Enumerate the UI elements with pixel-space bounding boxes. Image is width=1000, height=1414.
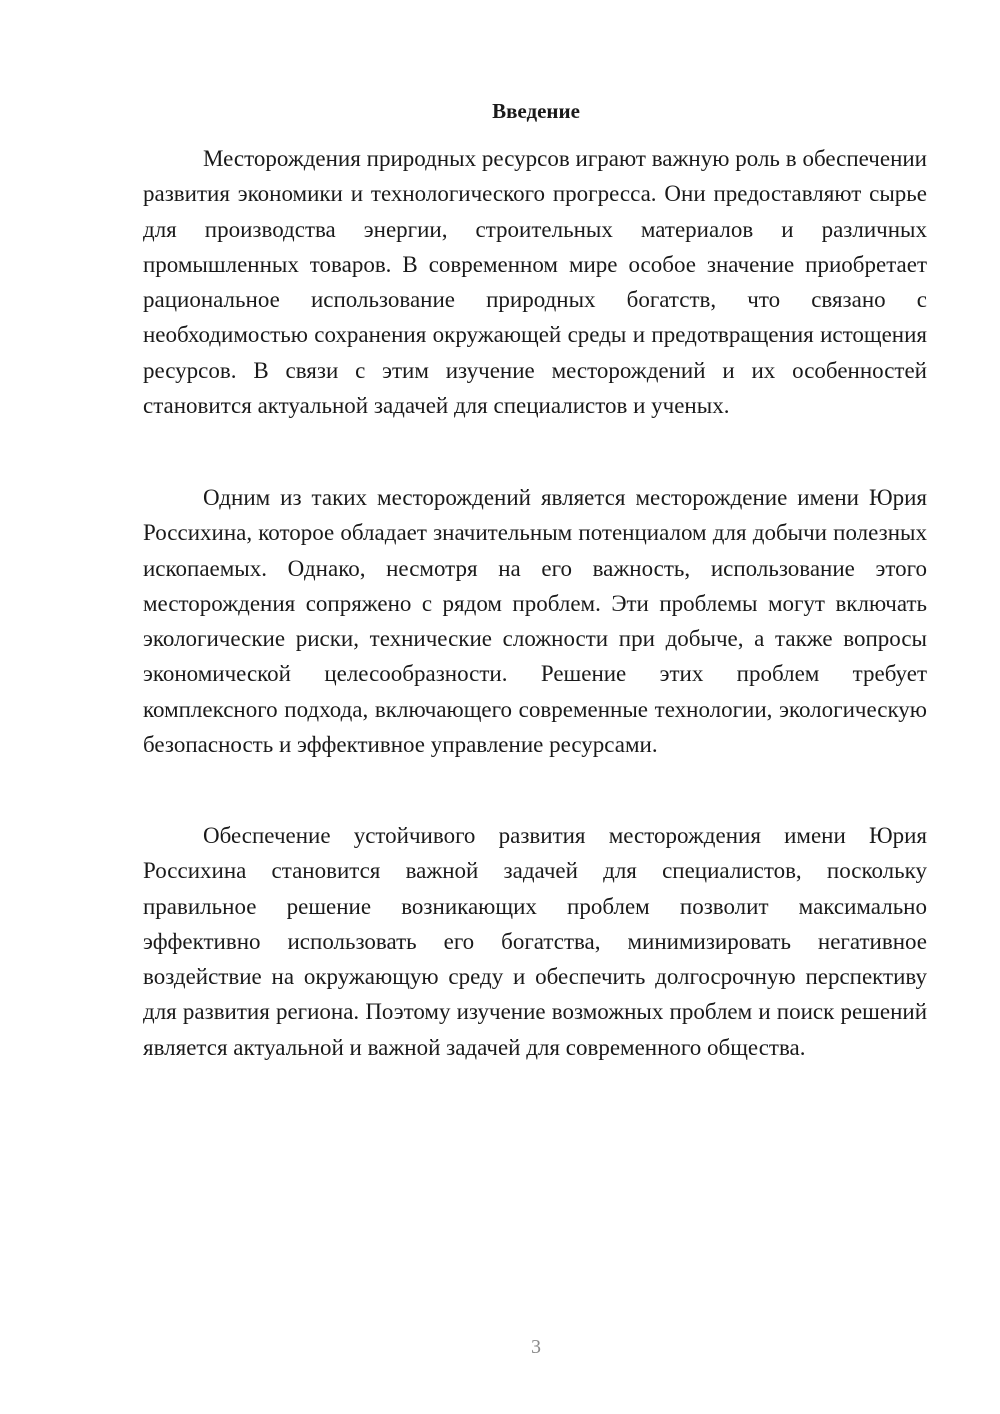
section-heading: Введение	[492, 99, 580, 123]
paragraph-3: Обеспечение устойчивого развития месторождения имени Юрия Россихина становится важной задачей для специалистов, поскольку правильное решение возникающих проблем позволит максимально эффективно использовать его богатства, минимизировать негативное воздействие на окружающую среду и обеспечить долгосрочную перспективу для развития региона. Поэтому изучение возможных проблем и поиск решений является актуальной и важной задачей для современного общества.	[143, 823, 927, 1060]
page-number: 3	[531, 1336, 541, 1358]
paragraph-1: Месторождения природных ресурсов играют важную роль в обеспечении развития экономики и технологического прогресса. Они предоставляют сырье для производства энергии, строительных материалов и различных промышленных товаров. В современном мире особое значение приобретает рациональное использование природных богатств, что связано с необходимостью сохранения окружающей среды и предотвращения истощения ресурсов. В связи с этим изучение месторождений и их особенностей становится актуальной задачей для специалистов и ученых.	[143, 146, 927, 419]
paragraph-2: Одним из таких месторождений является месторождение имени Юрия Россихина, которое обладает значительным потенциалом для добычи полезных ископаемых. Однако, несмотря на его важность, использование этого месторождения сопряжено с рядом проблем. Эти проблемы могут включать экологические риски, технические сложности при добыче, а также вопросы экономической целесообразности. Решение этих проблем требует комплексного подхода, включающего современные технологии, экологическую безопасность и эффективное управление ресурсами.	[143, 485, 927, 758]
